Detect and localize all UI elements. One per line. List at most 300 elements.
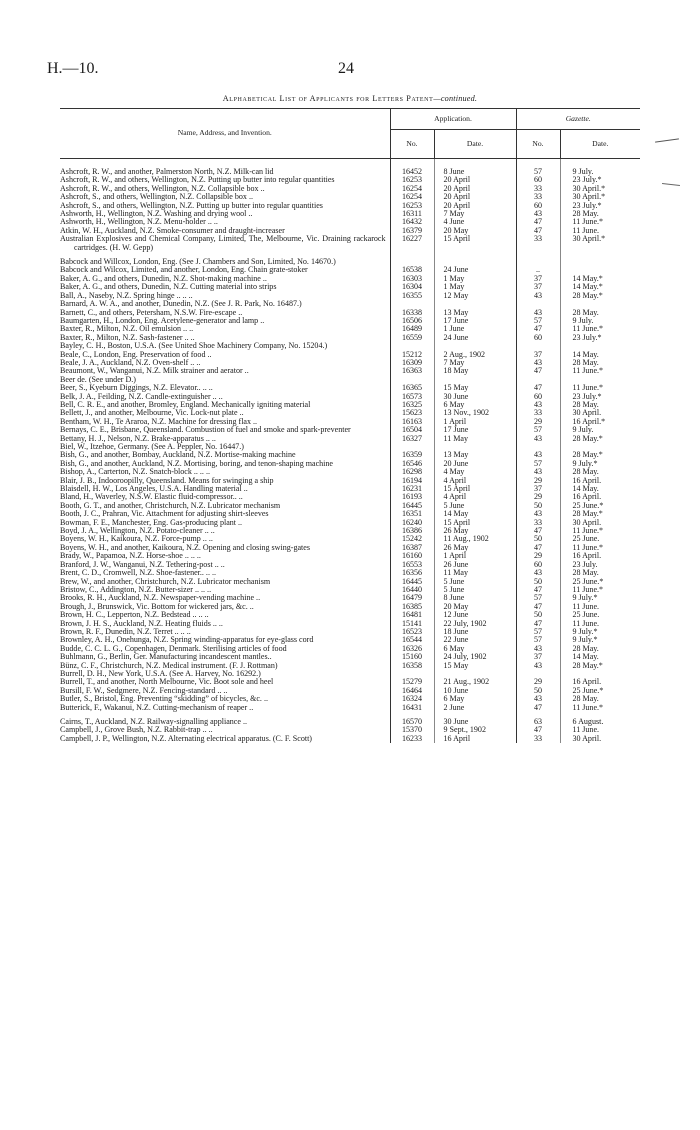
gazette-number: 47 <box>533 585 543 594</box>
application-number: 16193 <box>390 493 434 501</box>
gazette-number: 37 <box>533 283 543 292</box>
gazette-number: 57 <box>533 627 543 636</box>
application-date <box>434 670 516 678</box>
application-number: 16479 <box>390 594 434 602</box>
applicant-name: Biel, W., Itzehoe, Germany. (See A. Peppler, No. 16447.) <box>60 443 244 451</box>
application-number: 16570 <box>390 718 434 726</box>
gazette-date: 25 June. <box>560 535 640 543</box>
table-row <box>60 401 640 409</box>
application-number: 16325 <box>390 401 434 409</box>
header-gaz-no: No. <box>516 130 560 159</box>
applicant-name: Bettany, H. J., Nelson, N.Z. Brake-apparatus .. .. <box>60 434 216 443</box>
application-number: 16431 <box>390 704 434 712</box>
gazette-number: 29 <box>533 552 543 561</box>
applicant-name: Boyens, W. H., and another, Kaikoura, N.Z. Opening and closing swing-gates <box>60 543 310 552</box>
application-number: 16489 <box>390 325 434 333</box>
applicant-name: Bernays, C. E., Brisbane, Queensland. Combustion of fuel and smoke and spark-preventer <box>60 426 351 435</box>
gazette-number: 60 <box>533 201 543 210</box>
table-row <box>60 202 640 210</box>
applicant-name: Beale, C., London, Eng. Preservation of food .. <box>60 350 212 359</box>
gazette-date: 11 June.* <box>560 586 640 594</box>
table-row <box>60 435 640 443</box>
application-date: 1 April <box>434 418 516 426</box>
application-number <box>390 376 434 384</box>
gazette-number: 50 <box>533 501 543 510</box>
table-row <box>60 493 640 501</box>
margin-pencil-mark <box>655 138 679 142</box>
application-number: 16253 <box>390 176 434 184</box>
application-date: 24 June <box>434 266 516 274</box>
gazette-date: 11 June. <box>560 620 640 628</box>
application-date: 2 Aug., 1902 <box>434 351 516 359</box>
gazette-date: 23 July.* <box>560 334 640 342</box>
applicant-name: Beaumont, W., Wanganui, N.Z. Milk strainer and aerator .. <box>60 367 249 376</box>
table-row <box>60 393 640 401</box>
table-row <box>60 300 640 308</box>
applicant-name: Baxter, R., Milton, N.Z. Sash-fastener .. .. <box>60 333 195 342</box>
application-number: 16356 <box>390 569 434 577</box>
table-row <box>60 670 640 678</box>
gazette-number: 43 <box>533 358 543 367</box>
table-row <box>60 351 640 359</box>
table-row <box>60 527 640 535</box>
gazette-number: 43 <box>533 308 543 317</box>
application-number: 16359 <box>390 451 434 459</box>
gazette-date <box>560 342 640 350</box>
applicant-name: Brent, C. D., Cromwell, N.Z. Shoe-fastener.. .. .. <box>60 569 216 578</box>
application-number: 16327 <box>390 435 434 443</box>
application-number: 16538 <box>390 266 434 274</box>
gazette-date: 11 June.* <box>560 325 640 333</box>
gazette-number: 43 <box>533 644 543 653</box>
application-number: 15141 <box>390 620 434 628</box>
gazette-date: 9 July.* <box>560 628 640 636</box>
table-row <box>60 334 640 342</box>
gazette-number: 47 <box>533 527 543 536</box>
gazette-number: 43 <box>533 451 543 460</box>
applicant-name: Ashcroft, S., and others, Wellington, N.Z. Putting up butter into regular quantities <box>60 201 323 210</box>
applicant-name: Booth, J. C., Prahran, Vic. Attachment for adjusting shirt-sleeves <box>60 510 269 519</box>
application-number: 16544 <box>390 636 434 644</box>
table-row <box>60 418 640 426</box>
applicant-name: Brady, W., Papamoa, N.Z. Horse-shoe .. .. .. <box>60 552 201 561</box>
table-row <box>60 620 640 628</box>
gazette-number: 29 <box>533 493 543 502</box>
applicant-name: Beer de. (See under D.) <box>60 375 136 384</box>
header-application: Application. <box>390 109 516 130</box>
application-date: 7 May <box>434 359 516 367</box>
gazette-date: 28 May.* <box>560 662 640 670</box>
gazette-date: 11 June.* <box>560 527 640 535</box>
application-date: 18 June <box>434 628 516 636</box>
table-row <box>60 317 640 325</box>
application-date: 12 May <box>434 292 516 300</box>
gazette-date: 9 July.* <box>560 594 640 602</box>
gazette-date: 28 May. <box>560 468 640 476</box>
applicant-name: Australian Explosives and Chemical Company, Limited, The, Melbourne, Vic. Draining rackarock cartridges. (H. W. Gepp) <box>60 235 386 252</box>
table-row <box>60 519 640 527</box>
application-date: 1 April <box>434 552 516 560</box>
application-date <box>434 443 516 451</box>
gazette-date: 28 May. <box>560 401 640 409</box>
table-row <box>60 603 640 611</box>
gazette-date: 23 July. <box>560 561 640 569</box>
gazette-number: 29 <box>533 678 543 687</box>
application-number: 16523 <box>390 628 434 636</box>
table-row <box>60 235 640 252</box>
gazette-date: 14 May.* <box>560 283 640 291</box>
applicant-name: Baker, A. G., and others, Dunedin, N.Z. Cutting material into strips <box>60 283 277 292</box>
gazette-date: 25 June.* <box>560 502 640 510</box>
application-date: 13 May <box>434 451 516 459</box>
application-date <box>434 300 516 308</box>
application-number: 16573 <box>390 393 434 401</box>
gazette-number: 60 <box>533 392 543 401</box>
application-date: 26 May <box>434 544 516 552</box>
gazette-date: 28 May.* <box>560 510 640 518</box>
table-row <box>60 409 640 417</box>
table-row <box>60 359 640 367</box>
applicant-name: Burrell, T., and another, North Melbourne, Vic. Boot sole and heel <box>60 678 274 687</box>
application-number: 16452 <box>390 168 434 176</box>
application-date: 1 June <box>434 325 516 333</box>
application-date: 30 June <box>434 393 516 401</box>
application-number: 16254 <box>390 193 434 201</box>
application-number: 16194 <box>390 477 434 485</box>
application-date: 12 June <box>434 611 516 619</box>
applicant-name: Ball, A., Naseby, N.Z. Spring hinge .. .. .. <box>60 291 193 300</box>
table-row <box>60 367 640 375</box>
application-date: 24 July, 1902 <box>434 653 516 661</box>
gazette-date: 28 May. <box>560 695 640 703</box>
gazette-number: 57 <box>533 426 543 435</box>
gazette-date: 16 April. <box>560 678 640 686</box>
application-number: 16387 <box>390 544 434 552</box>
application-number: 16163 <box>390 418 434 426</box>
gazette-date: 11 June.* <box>560 218 640 226</box>
gazette-date <box>560 376 640 384</box>
gazette-number: 47 <box>533 384 543 393</box>
gazette-number: 33 <box>533 184 543 193</box>
application-date: 4 June <box>434 218 516 226</box>
application-number: 16303 <box>390 275 434 283</box>
application-date <box>434 258 516 266</box>
gazette-number: 50 <box>533 535 543 544</box>
application-number: 16365 <box>390 384 434 392</box>
gazette-number: 43 <box>533 510 543 519</box>
gazette-date: 11 June.* <box>560 367 640 375</box>
application-number <box>390 670 434 678</box>
gazette-date: 14 May. <box>560 351 640 359</box>
application-number: 16553 <box>390 561 434 569</box>
table-row <box>60 325 640 333</box>
application-date: 30 June <box>434 718 516 726</box>
gazette-date: 30 April.* <box>560 185 640 193</box>
applicant-name: Bish, G., and another, Bombay, Auckland, N.Z. Mortise-making machine <box>60 451 296 460</box>
gazette-number: 37 <box>533 653 543 662</box>
application-date: 1 May <box>434 275 516 283</box>
gazette-date: 16 April. <box>560 477 640 485</box>
application-date: 20 April <box>434 185 516 193</box>
application-date: 17 June <box>434 317 516 325</box>
applicant-name: Baker, A. G., and others, Dunedin, N.Z. Shot-making machine .. <box>60 274 267 283</box>
gazette-number: 43 <box>533 434 543 443</box>
application-date: 21 Aug., 1902 <box>434 678 516 686</box>
table-row <box>60 611 640 619</box>
gazette-date: 16 April. <box>560 493 640 501</box>
applicant-name: Baumgarten, H., London, Eng. Acetylene-generator and lamp .. <box>60 316 265 325</box>
table-row <box>60 653 640 661</box>
gazette-number: 43 <box>533 468 543 477</box>
applicant-name: Branford, J. W., Wanganui, N.Z. Tethering-post .. .. <box>60 560 225 569</box>
applicant-name: Brew, W., and another, Christchurch, N.Z. Lubricator mechanism <box>60 577 271 586</box>
applicant-name: Bünz, C. F., Christchurch, N.Z. Medical instrument. (F. J. Rottman) <box>60 661 278 670</box>
application-number: 16298 <box>390 468 434 476</box>
gazette-date: 28 May.* <box>560 451 640 459</box>
application-number: 16464 <box>390 687 434 695</box>
gazette-number: 37 <box>533 274 543 283</box>
table-row <box>60 628 640 636</box>
application-number: 16559 <box>390 334 434 342</box>
gazette-number: 33 <box>533 518 543 527</box>
application-date: 17 June <box>434 426 516 434</box>
table-row <box>60 168 640 176</box>
gazette-date: 9 July.* <box>560 636 640 644</box>
applicant-name: Brown, R. F., Dunedin, N.Z. Terret .. .. .. <box>60 627 191 636</box>
margin-pencil-mark <box>662 183 680 186</box>
table-row <box>60 443 640 451</box>
application-date: 20 June <box>434 460 516 468</box>
page-title <box>0 94 700 103</box>
gazette-date: 16 April. <box>560 552 640 560</box>
gazette-date: 9 July. <box>560 317 640 325</box>
gazette-number: 47 <box>533 619 543 628</box>
application-number: 16326 <box>390 645 434 653</box>
application-date: 9 Sept., 1902 <box>434 726 516 734</box>
application-date: 4 May <box>434 468 516 476</box>
table-body <box>60 159 640 744</box>
application-number: 16233 <box>390 735 434 743</box>
applicant-name: Babcock and Willcox, London, Eng. (See J. Chambers and Son, Limited, No. 14670.) <box>60 258 336 267</box>
table-row <box>60 218 640 226</box>
applicant-name: Burrell, D. H., New York, U.S.A. (See A. Harvey, No. 16292.) <box>60 669 261 678</box>
applicant-name: Brough, J., Brunswick, Vic. Bottom for wickered jars, &c. .. <box>60 602 254 611</box>
gazette-number: 47 <box>533 543 543 552</box>
application-number: 16445 <box>390 578 434 586</box>
gazette-date: 11 June. <box>560 726 640 734</box>
gazette-number: 43 <box>533 291 543 300</box>
gazette-number: 43 <box>533 210 543 219</box>
table-row <box>60 258 640 266</box>
applicant-name: Budde, C. C. L. G., Copenhagen, Denmark. Sterilising articles of food <box>60 644 287 653</box>
table-row <box>60 266 640 274</box>
applicant-name: Bishop, A., Carterton, N.Z. Snatch-block .. .. .. <box>60 468 210 477</box>
gazette-date: 11 June.* <box>560 544 640 552</box>
table-row <box>60 477 640 485</box>
table-row <box>60 210 640 218</box>
gazette-number: 43 <box>533 569 543 578</box>
application-number: 16160 <box>390 552 434 560</box>
gazette-date <box>560 266 640 274</box>
table-row <box>60 451 640 459</box>
table-row <box>60 678 640 686</box>
application-number: 16324 <box>390 695 434 703</box>
document-code: H.—10. <box>47 60 99 77</box>
applicant-name: Belk, J. A., Feilding, N.Z. Candle-extinguisher .. .. <box>60 392 223 401</box>
applicant-name: Bursill, F. W., Sedgmere, N.Z. Fencing-standard .. .. <box>60 686 228 695</box>
application-date: 2 June <box>434 704 516 712</box>
application-number: 16432 <box>390 218 434 226</box>
application-number: 16304 <box>390 283 434 291</box>
applicant-name: Bland, H., Waverley, N.S.W. Elastic fluid-compressor.. .. <box>60 493 243 502</box>
application-number: 16254 <box>390 185 434 193</box>
application-date: 8 June <box>434 168 516 176</box>
application-date: 4 April <box>434 493 516 501</box>
application-number: 16504 <box>390 426 434 434</box>
applicant-name: Ashcroft, R. W., and others, Wellington, N.Z. Putting up butter into regular quantities <box>60 176 335 185</box>
applicant-name: Ashcroft, R. W., and others, Wellington, N.Z. Collapsible box .. <box>60 184 265 193</box>
applicant-name: Brown, J. H. S., Auckland, N.Z. Heating fluids .. .. <box>60 619 223 628</box>
table-row <box>60 704 640 712</box>
gazette-date: 14 May. <box>560 653 640 661</box>
header-app-date: Date. <box>434 130 516 159</box>
applicant-name: Baxter, R., Milton, N.Z. Oil emulsion .. .. <box>60 325 194 334</box>
application-number <box>390 258 434 266</box>
gazette-date <box>560 443 640 451</box>
applicant-name: Barnard, A. W. A., and another, Dunedin, N.Z. (See J. R. Park, No. 16487.) <box>60 300 302 309</box>
gazette-number: 60 <box>533 333 543 342</box>
applicant-name: Booth, G. T., and another, Christchurch, N.Z. Lubricator mechanism <box>60 501 281 510</box>
gazette-date <box>560 300 640 308</box>
gazette-number: 33 <box>533 235 543 244</box>
header-name: Name, Address, and Invention. <box>60 109 390 159</box>
gazette-number: 47 <box>533 726 543 735</box>
gazette-number: 57 <box>533 594 543 603</box>
table-row <box>60 552 640 560</box>
table-row <box>60 283 640 291</box>
application-number: 16445 <box>390 502 434 510</box>
gazette-date: 30 April.* <box>560 235 640 252</box>
application-date: 20 April <box>434 202 516 210</box>
table-row <box>60 185 640 193</box>
table-row <box>60 636 640 644</box>
group-spacer <box>60 159 640 169</box>
gazette-date: 11 June.* <box>560 384 640 392</box>
table-row <box>60 275 640 283</box>
application-number: 16506 <box>390 317 434 325</box>
gazette-date: 30 April.* <box>560 193 640 201</box>
application-date: 7 May <box>434 210 516 218</box>
application-date: 11 May <box>434 435 516 443</box>
applicant-name: Ashcroft, R. W., and another, Palmerston North, N.Z. Milk-can lid <box>60 168 274 176</box>
gazette-number: 57 <box>533 168 543 176</box>
gazette-date: 23 July.* <box>560 176 640 184</box>
table-row <box>60 561 640 569</box>
application-date <box>434 376 516 384</box>
gazette-number: 60 <box>533 176 543 185</box>
gazette-number: 43 <box>533 661 543 670</box>
gazette-date: 9 July. <box>560 426 640 434</box>
gazette-number: 50 <box>533 577 543 586</box>
table-row <box>60 735 640 743</box>
gazette-date <box>560 258 640 266</box>
application-date: 6 May <box>434 645 516 653</box>
application-number: 16385 <box>390 603 434 611</box>
application-date: 18 May <box>434 367 516 375</box>
applicant-name: Bowman, F. E., Manchester, Eng. Gas-producing plant .. <box>60 518 243 527</box>
application-number: 16379 <box>390 227 434 235</box>
table-row <box>60 227 640 235</box>
gazette-number: 33 <box>533 193 543 202</box>
application-date: 20 May <box>434 603 516 611</box>
gazette-number: 47 <box>533 226 543 235</box>
gazette-number: 47 <box>533 218 543 227</box>
gazette-date: 25 June.* <box>560 578 640 586</box>
gazette-number <box>516 300 560 308</box>
application-date <box>434 342 516 350</box>
application-date: 15 May <box>434 662 516 670</box>
application-date: 5 June <box>434 502 516 510</box>
application-number: 16386 <box>390 527 434 535</box>
application-date: 5 June <box>434 578 516 586</box>
gazette-number: 37 <box>533 485 543 494</box>
application-date: 15 April <box>434 485 516 493</box>
gazette-number: 57 <box>533 316 543 325</box>
table-row <box>60 485 640 493</box>
header-app-no: No. <box>390 130 434 159</box>
applicant-name: Butterick, F., Wakanui, N.Z. Cutting-mechanism of reaper .. <box>60 703 254 712</box>
gazette-date: 11 June. <box>560 603 640 611</box>
application-date: 10 June <box>434 687 516 695</box>
gazette-number: 57 <box>533 636 543 645</box>
applicant-name: Bell, C. R. E., and another, Bromley, England. Mechanically igniting material <box>60 400 311 409</box>
gazette-date: 14 May.* <box>560 275 640 283</box>
table-row <box>60 193 640 201</box>
gazette-number: 43 <box>533 695 543 704</box>
table-row <box>60 426 640 434</box>
gazette-date: 25 June. <box>560 611 640 619</box>
table-row <box>60 645 640 653</box>
gazette-date: 30 April. <box>560 519 640 527</box>
application-date: 11 Aug., 1902 <box>434 535 516 543</box>
gazette-number: 47 <box>533 325 543 334</box>
application-number: 16351 <box>390 510 434 518</box>
gazette-date: 30 April. <box>560 409 640 417</box>
application-date: 22 July, 1902 <box>434 620 516 628</box>
table-row <box>60 309 640 317</box>
applicant-name: Blair, J. B., Indooroopilly, Queensland. Means for swinging a ship <box>60 476 274 485</box>
table-row <box>60 544 640 552</box>
applicant-name: Blaisdell, H. W., Los Angeles, U.S.A. Handling material .. <box>60 485 248 494</box>
application-date: 20 May <box>434 227 516 235</box>
gazette-date: 11 June. <box>560 227 640 235</box>
applicant-name: Campbell, J., Grove Bush, N.Z. Rabbit-trap .. .. <box>60 726 213 735</box>
table-row <box>60 376 640 384</box>
gazette-number <box>516 376 560 384</box>
table-row <box>60 502 640 510</box>
gazette-number: .. <box>535 266 541 275</box>
gazette-date: 14 May. <box>560 485 640 493</box>
application-number: 15370 <box>390 726 434 734</box>
table-row <box>60 468 640 476</box>
header-gazette: Gazette. <box>516 109 640 130</box>
applicant-name: Ashworth, H., Wellington, N.Z. Washing and drying wool .. <box>60 210 253 219</box>
gazette-date: 28 May. <box>560 359 640 367</box>
table-row <box>60 578 640 586</box>
gazette-date: 23 July.* <box>560 393 640 401</box>
gazette-number: 50 <box>533 686 543 695</box>
table-row <box>60 695 640 703</box>
